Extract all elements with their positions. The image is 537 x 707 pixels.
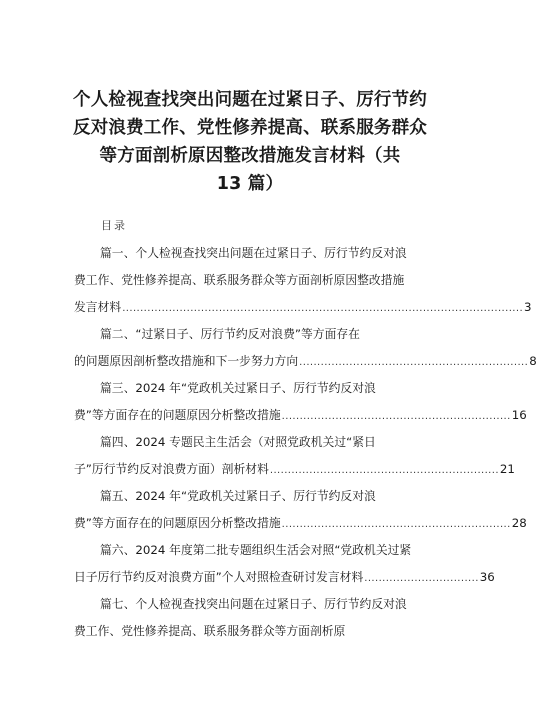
toc-entry-text: 的问题原因剖析整改措施和下一步努力方向 <box>74 354 299 368</box>
toc-entry-text: 篇三、2024 年“党政机关过紧日子、厉行节约反对浪 <box>100 381 376 395</box>
toc-page-number: 28 <box>511 516 527 530</box>
toc-leader-dots: ................................ <box>364 573 479 584</box>
toc-entry-text: 费”等方面存在的问题原因分析整改措施 <box>74 408 281 422</box>
toc-leader-dots: ................................................................................................................ <box>122 303 524 314</box>
toc-page-number: 8 <box>529 354 537 368</box>
toc-entry-2[interactable] <box>74 321 537 375</box>
toc-entry-text: 篇一、个人检视查找突出问题在过紧日子、厉行节约反对浪 <box>100 246 407 260</box>
toc-entry-text: 篇六、2024 年度第二批专题组织生活会对照“党政机关过紧 <box>100 543 412 557</box>
toc-entry-text: 篇四、2024 专题民主生活会（对照党政机关过“紧日 <box>100 435 376 449</box>
toc-entry-1[interactable] <box>74 240 532 321</box>
toc-entry-5[interactable] <box>74 483 527 537</box>
toc-entry-text: 发言材料 <box>74 300 122 314</box>
toc-page-number: 36 <box>479 570 495 584</box>
toc-page-number: 21 <box>499 462 515 476</box>
toc-leader-dots: ................................................................ <box>299 357 529 368</box>
toc-entry-text: 子”厉行节约反对浪费方面）剖析材料 <box>74 462 269 476</box>
toc-entry-4[interactable] <box>74 429 515 483</box>
title-line-2: 反对浪费工作、党性修养提高、联系服务群众 <box>73 118 427 138</box>
toc-leader-dots: ................................................................ <box>281 411 511 422</box>
toc-entry-6[interactable] <box>74 537 495 591</box>
toc-page-number: 16 <box>511 408 527 422</box>
toc-entry-text: 篇七、个人检视查找突出问题在过紧日子、厉行节约反对浪 <box>100 597 407 611</box>
toc-leader-dots: ................................................................ <box>269 465 499 476</box>
toc-entry-7[interactable] <box>74 591 436 645</box>
toc-entry-text: 篇五、2024 年“党政机关过紧日子、厉行节约反对浪 <box>100 489 376 503</box>
title-line-1: 个人检视查找突出问题在过紧日子、厉行节约 <box>73 90 427 110</box>
toc-entry-text: 费”等方面存在的问题原因分析整改措施 <box>74 516 281 530</box>
toc-leader-dots: ................................................................ <box>281 519 511 530</box>
toc-entry-text: 日子厉行节约反对浪费方面”个人对照检查研讨发言材料 <box>74 570 364 584</box>
toc-entry-text: 篇二、“过紧日子、厉行节约反对浪费”等方面存在 <box>100 327 360 341</box>
title-line-4: 13 篇） <box>216 174 284 194</box>
document-title <box>62 86 438 198</box>
toc-entry-text: 费工作、党性修养提高、联系服务群众等方面剖析原因整改措施 <box>74 273 405 287</box>
table-of-contents <box>74 240 537 645</box>
toc-entry-text: 费工作、党性修养提高、联系服务群众等方面剖析原 <box>74 624 346 638</box>
toc-page-number: 3 <box>524 300 532 314</box>
title-line-3: 等方面剖析原因整改措施发言材料（共 <box>99 146 401 166</box>
toc-entry-3[interactable] <box>74 375 527 429</box>
toc-heading: 目录 <box>101 219 127 232</box>
